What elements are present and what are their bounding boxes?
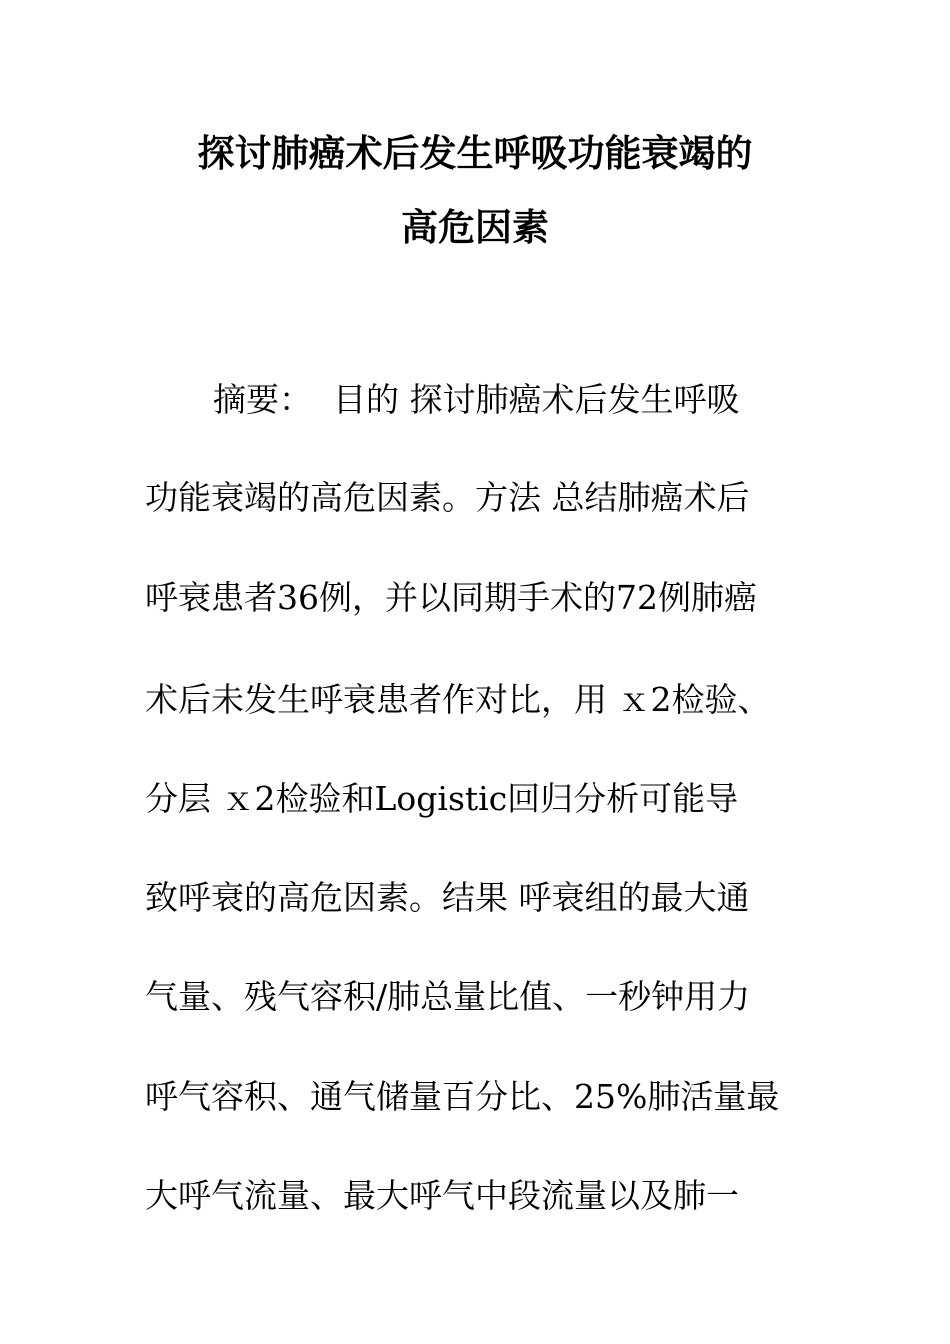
abstract-line-1: 摘要： 目的 探讨肺癌术后发生呼吸 bbox=[213, 380, 740, 419]
document-title-line-1: 探讨肺癌术后发生呼吸功能衰竭的 bbox=[197, 132, 753, 175]
abstract-line-3: 呼衰患者36例，并以同期手术的72例肺癌 bbox=[145, 578, 757, 617]
abstract-line-5: 分层 ｘ2检验和Logistic回归分析可能导 bbox=[145, 779, 739, 818]
abstract-line-9: 大呼气流量、最大呼气中段流量以及肺一 bbox=[145, 1176, 739, 1215]
abstract-line-6: 致呼衰的高危因素。结果 呼衰组的最大通 bbox=[145, 878, 750, 917]
abstract-line-4: 术后未发生呼衰患者作对比，用 ｘ2检验、 bbox=[145, 680, 771, 719]
abstract-line-8: 呼气容积、通气储量百分比、25%肺活量最 bbox=[145, 1077, 780, 1116]
abstract-line-7: 气量、残气容积/肺总量比值、一秒钟用力 bbox=[145, 977, 751, 1016]
abstract-line-2: 功能衰竭的高危因素。方法 总结肺癌术后 bbox=[145, 478, 750, 517]
document-title-line-2: 高危因素 bbox=[401, 206, 549, 249]
